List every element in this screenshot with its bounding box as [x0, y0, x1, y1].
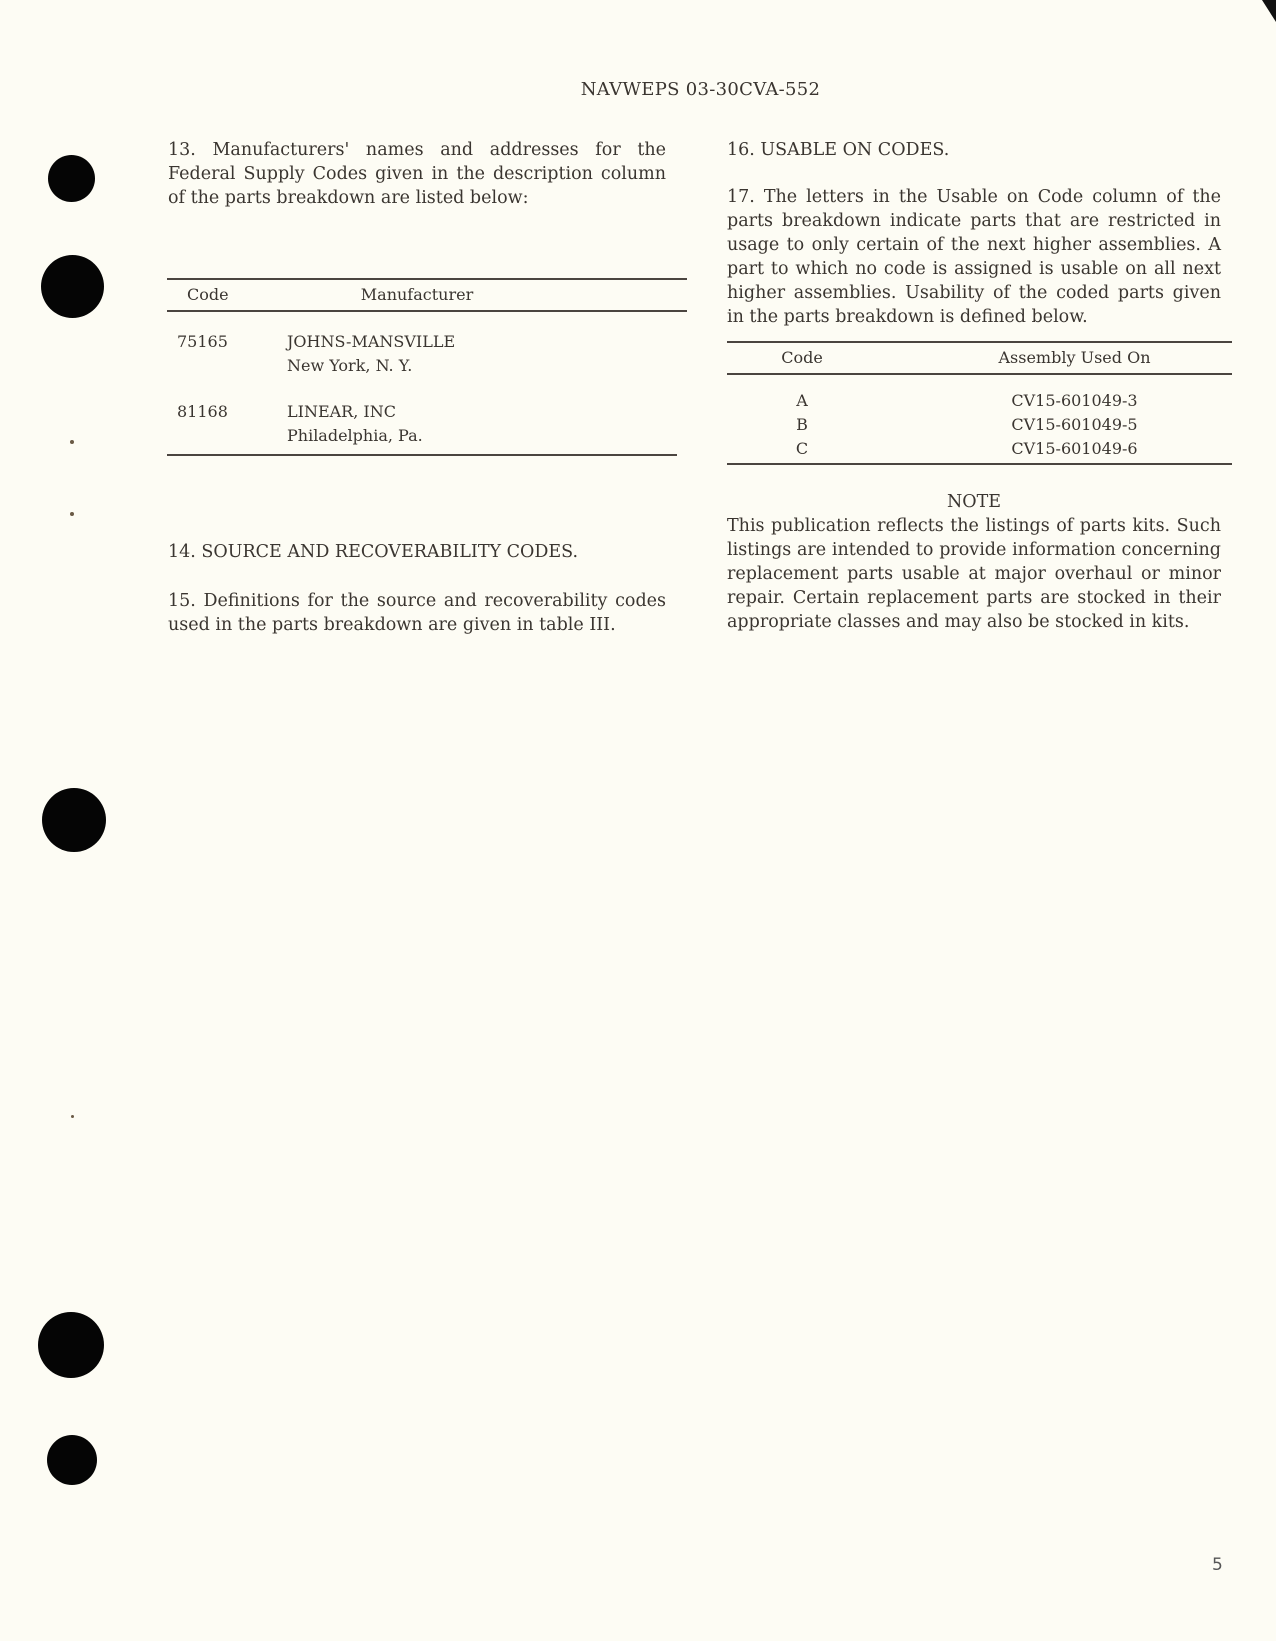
- assembly-number: CV15-601049-5: [1011, 415, 1138, 434]
- scan-speck: [71, 1115, 74, 1118]
- punch-hole-2: [41, 255, 104, 318]
- note-title: NOTE: [946, 492, 1002, 512]
- punch-hole-4: [38, 1312, 104, 1378]
- paragraph-17: [727, 185, 1221, 329]
- header-assembly: Assembly Used On: [998, 348, 1151, 367]
- header-manufacturer: Manufacturer: [360, 285, 474, 304]
- scan-speck: [70, 512, 74, 516]
- usable-code: A: [796, 391, 808, 410]
- assembly-number: CV15-601049-6: [1011, 439, 1138, 458]
- table-row: [167, 330, 687, 378]
- paragraph-16: [727, 138, 1221, 162]
- note-text: This publication reflects the listings of parts kits. Such listings are intended to provide information concerning replacement parts usable at major overhaul or minor repair. Certain replacement parts are stocked in their appropriate classes and may also be stocked in kits.: [727, 516, 1221, 632]
- section-heading-usable-codes: 16. USABLE ON CODES.: [727, 140, 950, 160]
- table-row: [167, 400, 687, 448]
- paragraph-13: [168, 138, 666, 210]
- paragraph-15: [168, 589, 666, 637]
- mfr-address: New York, N. Y.: [287, 356, 413, 375]
- mfr-name: JOHNS-MANSVILLE: [287, 332, 456, 351]
- scan-speck: [70, 440, 74, 444]
- note-block: [727, 490, 1221, 634]
- table-row: [727, 413, 1232, 437]
- punch-hole-1: [48, 155, 95, 202]
- manufacturer-table-header: [167, 280, 687, 312]
- manufacturer-table: [167, 278, 687, 456]
- mfr-name: LINEAR, INC: [287, 402, 396, 421]
- paragraph-17-text: 17. The letters in the Usable on Code column of the parts breakdown indicate parts that are restricted in usage to only certain of the next higher assemblies. A part to which no code is assigned is usable on all next higher assemblies. Usability of the coded parts given in the parts breakdown is defined below.: [727, 187, 1221, 327]
- header-code: Code: [781, 348, 823, 367]
- punch-hole-3: [42, 788, 106, 852]
- page-number: 5: [1212, 1555, 1223, 1575]
- paragraph-14: [168, 540, 666, 564]
- assembly-number: CV15-601049-3: [1011, 391, 1138, 410]
- scan-corner-shadow: [1262, 0, 1276, 22]
- header-code: Code: [187, 285, 229, 304]
- document-number: NAVWEPS 03-30CVA-552: [580, 79, 821, 100]
- usable-on-table: [727, 341, 1232, 465]
- mfr-code: 75165: [177, 332, 228, 351]
- usable-code: C: [795, 439, 809, 458]
- usable-code: B: [796, 415, 808, 434]
- table-row: [727, 437, 1232, 461]
- table-row: [727, 389, 1232, 413]
- punch-hole-5: [47, 1435, 97, 1485]
- mfr-code: 81168: [177, 402, 228, 421]
- paragraph-15-text: 15. Definitions for the source and recoverability codes used in the parts breakdown are given in table III.: [168, 591, 666, 635]
- paragraph-13-text: 13. Manufacturers' names and addresses for the Federal Supply Codes given in the description column of the parts breakdown are listed below:: [168, 140, 666, 208]
- mfr-address: Philadelphia, Pa.: [287, 426, 423, 445]
- section-heading-source-codes: 14. SOURCE AND RECOVERABILITY CODES.: [168, 542, 579, 562]
- usable-table-header: [727, 341, 1232, 375]
